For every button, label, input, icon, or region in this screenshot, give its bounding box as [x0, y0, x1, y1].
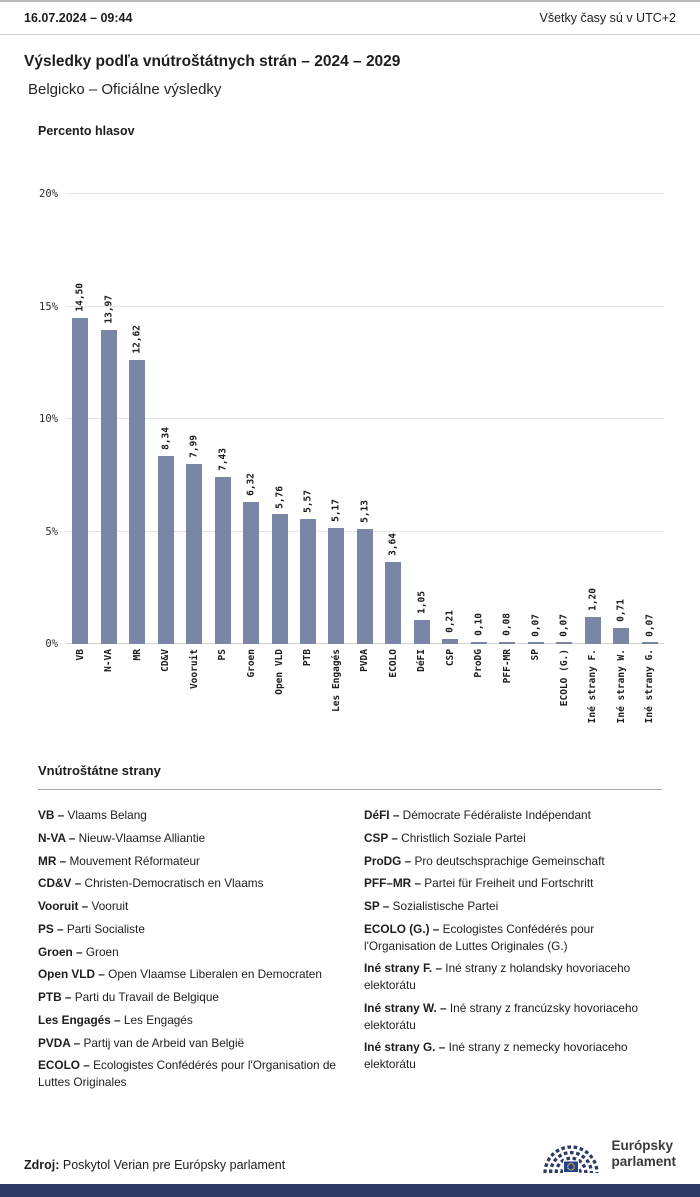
legend-item-name: Groen	[82, 944, 119, 959]
legend-item	[38, 898, 336, 915]
x-tick-N-VA	[94, 649, 122, 672]
bar-value-label: 3,64	[387, 533, 399, 557]
legend-item	[364, 807, 662, 824]
legend-columns	[38, 807, 662, 1097]
bar	[243, 502, 259, 644]
ep-logo-text	[611, 1138, 676, 1170]
legend-item-abbr: PTB –	[38, 990, 72, 1004]
legend-item-name: Open Vlaamse Liberalen en Democraten	[104, 967, 322, 982]
x-tick-label: Vooruit	[188, 649, 200, 690]
legend-item-abbr: Iné strany W. –	[364, 1000, 447, 1015]
bar	[272, 514, 288, 644]
title-block	[0, 35, 700, 98]
legend-item-name: Vooruit	[88, 899, 129, 913]
legend-item-abbr: ProDG –	[364, 853, 412, 868]
chart-x-axis-labels	[66, 649, 664, 747]
bar-column-Iné strany F.	[578, 588, 606, 644]
bar	[528, 642, 544, 644]
legend-item-abbr: Iné strany F. –	[364, 961, 443, 976]
legend-item-abbr: SP –	[364, 899, 390, 913]
bar-column-PTB	[294, 489, 322, 644]
x-tick-PVDA	[351, 649, 379, 672]
legend-item	[364, 875, 662, 892]
bar-column-Iné strany W.	[607, 599, 635, 644]
source-text: Poskytol Verian pre Európsky parlament	[59, 1158, 286, 1172]
x-tick-label: PS	[217, 649, 229, 661]
x-tick-PFF-MR	[493, 649, 521, 683]
y-tick-label: 15%	[39, 300, 58, 313]
x-tick-CSP	[436, 649, 464, 666]
x-tick-CD&V	[151, 649, 179, 672]
legend-item-abbr: Les Engagés –	[38, 1012, 121, 1027]
ep-logo-text-line2: parlament	[611, 1153, 676, 1169]
x-tick-label: PFF-MR	[501, 649, 513, 684]
bar-value-label: 1,20	[587, 588, 599, 611]
x-tick-label: N-VA	[103, 649, 115, 672]
legend-divider	[38, 789, 662, 790]
european-parliament-logo	[540, 1131, 676, 1176]
legend-item-name: Christlich Soziale Partei	[397, 830, 526, 845]
legend-item-name: Les Engagés	[120, 1012, 193, 1027]
x-tick-ECOLO	[379, 649, 407, 678]
bar	[101, 330, 117, 644]
bar	[129, 360, 145, 644]
legend-item-name: Partei für Freiheit und Fortschritt	[421, 876, 594, 891]
legend-item-abbr: DéFI –	[364, 808, 400, 822]
bar-value-label: 12,62	[131, 325, 143, 355]
bar-value-label: 8,34	[160, 427, 172, 451]
legend-item	[364, 960, 662, 994]
bar-value-label: 0,07	[558, 613, 570, 637]
bar	[442, 639, 458, 644]
legend-column-1	[38, 807, 336, 1097]
legend-item	[364, 921, 662, 955]
bar	[499, 642, 515, 644]
bar-value-label: 0,07	[530, 613, 542, 637]
legend-item	[38, 853, 336, 870]
x-tick-label: Open VLD	[274, 649, 286, 695]
bar-column-MR	[123, 325, 151, 644]
bar-column-VB	[66, 283, 94, 644]
bar	[471, 642, 487, 644]
legend-item	[38, 830, 336, 847]
legend-column-2	[364, 807, 662, 1097]
bar-column-Open VLD	[265, 485, 293, 644]
legend-item	[364, 830, 662, 847]
legend-item-abbr: Groen –	[38, 944, 83, 959]
y-tick-label: 5%	[45, 525, 58, 538]
x-tick-Open VLD	[265, 649, 293, 695]
chart-bars	[66, 194, 664, 644]
source-label: Zdroj:	[24, 1158, 60, 1172]
legend-item-name: Nieuw-Vlaamse Alliantie	[75, 830, 206, 845]
bar-column-PS	[208, 447, 236, 644]
bar	[328, 528, 344, 644]
bar-chart	[39, 188, 664, 650]
x-tick-Les Engagés	[322, 649, 350, 712]
bar-column-N-VA	[94, 295, 122, 644]
bar-value-label: 0,71	[615, 599, 627, 623]
bar-column-Groen	[237, 472, 265, 644]
legend-item-abbr: PVDA –	[38, 1035, 81, 1050]
x-tick-MR	[123, 649, 151, 660]
legend-item-abbr: VB –	[38, 808, 65, 822]
legend-item	[38, 807, 336, 824]
legend-item-abbr: Iné strany G. –	[364, 1040, 446, 1055]
bar-value-label: 0,08	[501, 613, 513, 637]
x-tick-label: ECOLO	[387, 649, 399, 678]
x-tick-Vooruit	[180, 649, 208, 689]
bar-value-label: 5,57	[302, 489, 314, 513]
footer	[0, 1131, 700, 1184]
y-tick-label: 20%	[39, 188, 58, 200]
bar	[556, 642, 572, 644]
bar-column-Les Engagés	[322, 498, 350, 644]
legend-item-abbr: PFF–MR –	[364, 876, 422, 891]
legend-item-name: Pro deutschsprachige Gemeinschaft	[411, 853, 605, 868]
legend-item-name: Iné strany z francúzsky hovoriaceho elektorátu	[364, 1000, 639, 1032]
legend-item	[364, 853, 662, 870]
legend-item-abbr: Vooruit –	[38, 899, 89, 913]
x-tick-label: CD&V	[160, 649, 172, 672]
legend-item	[38, 966, 336, 983]
x-tick-ProDG	[465, 649, 493, 678]
x-tick-label: PTB	[302, 649, 314, 667]
bar-value-label: 5,76	[274, 485, 286, 509]
bar-value-label: 0,10	[473, 612, 485, 636]
legend-heading: Vnútroštátne strany	[38, 763, 161, 778]
legend-item-abbr: N-VA –	[38, 830, 76, 845]
x-tick-label: Iné strany W.	[615, 649, 627, 724]
bar	[642, 642, 658, 644]
x-tick-Groen	[237, 649, 265, 678]
bar-value-label: 13,97	[103, 295, 115, 324]
legend-item-name: Parti Socialiste	[63, 921, 145, 936]
bar-value-label: 5,13	[359, 499, 371, 523]
legend-item-abbr: PS –	[38, 921, 64, 936]
legend-item-name: Ecologistes Confédérés pour l'Organisation de Luttes Originales (G.)	[364, 921, 595, 953]
bar-value-label: 14,50	[74, 283, 86, 312]
x-tick-label: Les Engagés	[330, 649, 342, 712]
bar-column-ECOLO	[379, 533, 407, 644]
legend-item-name: Iné strany z nemecky hovoriaceho elektorátu	[364, 1040, 628, 1071]
legend-item-name: Partij van de Arbeid van België	[80, 1035, 245, 1050]
x-tick-label: DéFI	[416, 649, 428, 672]
x-tick-PS	[208, 649, 236, 660]
bar	[158, 456, 174, 644]
bar-column-Vooruit	[180, 435, 208, 644]
legend-item-abbr: ECOLO –	[38, 1058, 90, 1073]
bar-column-CSP	[436, 610, 464, 644]
legend-item-abbr: CD&V –	[38, 876, 82, 891]
header-bar	[0, 0, 700, 35]
page-title: Výsledky podľa vnútroštátnych strán – 2024 – 2029	[24, 53, 401, 70]
bar-column-CD&V	[151, 427, 179, 644]
legend-item-name: Iné strany z holandsky hovoriaceho elektorátu	[364, 961, 631, 992]
legend-item	[38, 1035, 336, 1052]
chart-title: Percento hlasov	[38, 124, 135, 138]
x-tick-PTB	[294, 649, 322, 666]
legend-item-name: Parti du Travail de Belgique	[71, 990, 219, 1004]
bar	[72, 318, 88, 644]
bar-column-ProDG	[465, 612, 493, 644]
legend-item-abbr: ECOLO (G.) –	[364, 921, 440, 936]
x-tick-SP	[522, 649, 550, 660]
legend-item-name: Ecologistes Confédérés pour l'Organisation de Luttes Originales	[38, 1058, 336, 1089]
ep-logo-text-line1: Európsky	[611, 1137, 673, 1153]
party-legend-section	[38, 763, 662, 1097]
bar	[215, 477, 231, 644]
bar	[385, 562, 401, 644]
bar	[414, 620, 430, 644]
bar-column-Iné strany G.	[635, 613, 663, 644]
legend-item-abbr: Open VLD –	[38, 967, 105, 982]
x-tick-label: SP	[530, 649, 542, 661]
bar	[186, 464, 202, 644]
bar-value-label: 6,32	[245, 472, 257, 496]
bar-value-label: 7,99	[188, 435, 200, 459]
bar	[357, 529, 373, 644]
legend-item	[38, 944, 336, 961]
ep-hemicycle-icon	[540, 1131, 602, 1176]
bar-column-DéFI	[408, 591, 436, 644]
x-tick-Iné strany W.	[607, 649, 635, 723]
source-note	[24, 1158, 285, 1176]
legend-item	[38, 875, 336, 892]
x-tick-VB	[66, 649, 94, 660]
bar-column-PFF-MR	[493, 613, 521, 644]
bar-value-label: 1,05	[416, 591, 428, 615]
bar-column-PVDA	[351, 499, 379, 644]
legend-item-abbr: MR –	[38, 853, 67, 868]
x-tick-label: Groen	[245, 649, 257, 678]
legend-item	[364, 1000, 662, 1034]
legend-item	[364, 1039, 662, 1073]
bar	[300, 519, 316, 644]
header-timezone-note: Všetky časy sú v UTC+2	[539, 11, 676, 25]
x-tick-label: PVDA	[359, 649, 371, 672]
legend-item	[38, 921, 336, 938]
legend-item	[38, 1057, 336, 1091]
legend-item-name: Démocrate Fédéraliste Indépendant	[399, 808, 591, 822]
bar	[585, 617, 601, 644]
bar	[613, 628, 629, 644]
legend-item	[364, 898, 662, 915]
header-datetime: 16.07.2024 – 09:44	[24, 11, 133, 25]
bar-value-label: 7,43	[217, 447, 229, 471]
legend-item-abbr: CSP –	[364, 830, 398, 845]
y-tick-label: 10%	[39, 413, 58, 425]
x-tick-label: Iné strany G.	[644, 649, 656, 724]
x-tick-Iné strany G.	[635, 649, 663, 723]
bar-value-label: 0,07	[644, 613, 656, 637]
eu-flag-icon	[563, 1161, 579, 1174]
bar-value-label: 5,17	[330, 498, 342, 522]
x-tick-label: ECOLO (G.)	[558, 649, 570, 707]
x-tick-label: MR	[131, 649, 143, 661]
page-subtitle: Belgicko – Oficiálne výsledky	[28, 81, 222, 98]
x-tick-label: VB	[74, 649, 86, 661]
x-tick-label: Iné strany F.	[587, 649, 599, 724]
x-tick-DéFI	[408, 649, 436, 672]
legend-item	[38, 1012, 336, 1029]
y-tick-label: 0%	[45, 638, 58, 650]
legend-item-name: Sozialistische Partei	[389, 899, 499, 913]
bar-column-SP	[522, 613, 550, 644]
x-tick-label: ProDG	[473, 649, 485, 678]
legend-item-name: Vlaams Belang	[64, 808, 147, 822]
bar-column-ECOLO (G.)	[550, 613, 578, 644]
x-tick-Iné strany F.	[578, 649, 606, 723]
x-tick-label: CSP	[444, 649, 456, 667]
bottom-accent-bar	[0, 1184, 700, 1197]
x-tick-ECOLO (G.)	[550, 649, 578, 706]
legend-item-name: Mouvement Réformateur	[66, 853, 200, 868]
legend-item	[38, 989, 336, 1006]
bar-value-label: 0,21	[444, 610, 456, 634]
legend-item-name: Christen-Democratisch en Vlaams	[81, 876, 264, 891]
